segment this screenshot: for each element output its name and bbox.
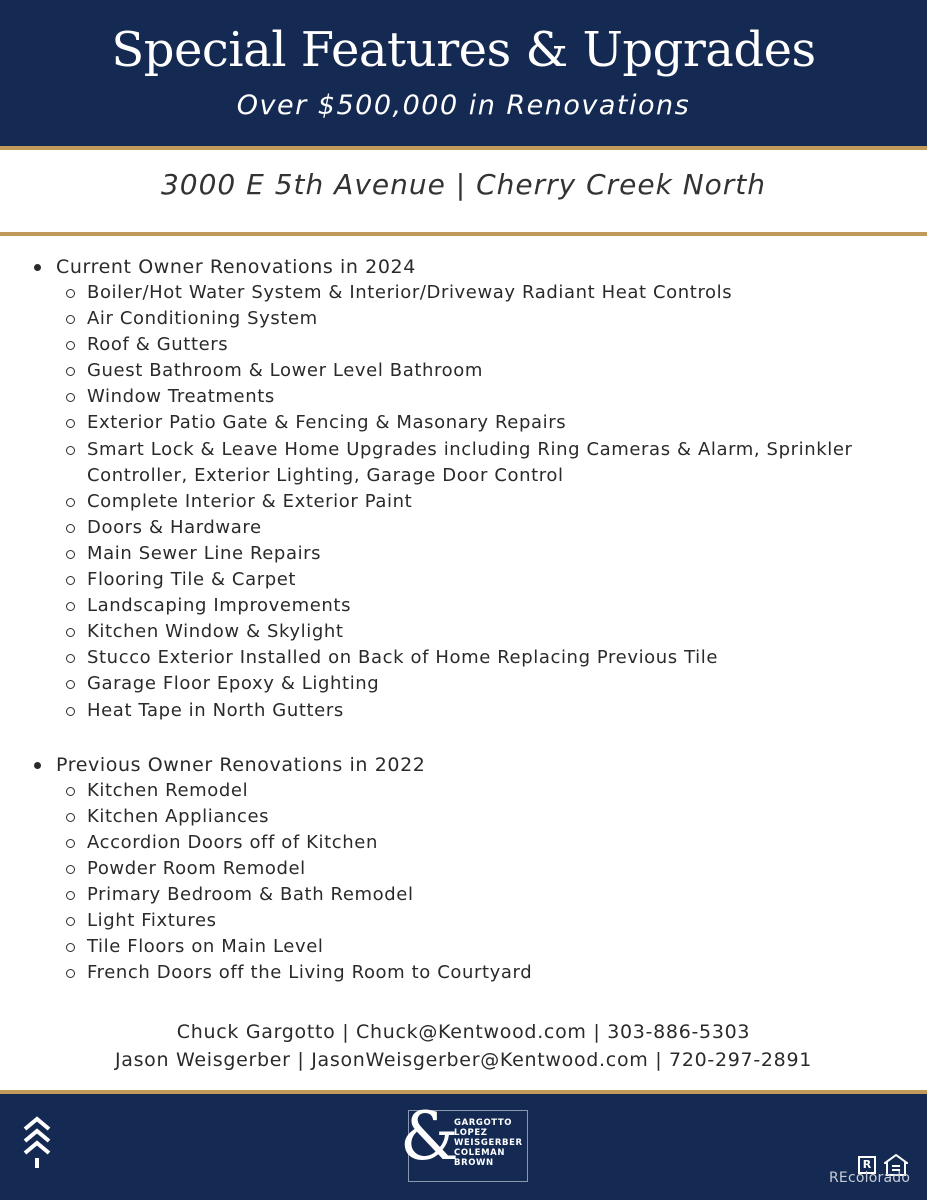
- list-item: Kitchen Remodel: [0, 778, 927, 804]
- circle-bullet-icon: [66, 839, 75, 848]
- circle-bullet-icon: [66, 576, 75, 585]
- firm-name: GARGOTTO LOPEZ WEISGERBER COLEMAN BROWN: [454, 1118, 523, 1168]
- list-item: Light Fixtures: [0, 908, 927, 934]
- circle-bullet-icon: [66, 680, 75, 689]
- section-heading: Previous Owner Renovations in 2022: [0, 752, 927, 778]
- list-item: Kitchen Appliances: [0, 804, 927, 830]
- contact-line: Jason Weisgerber | JasonWeisgerber@Kentwood.com | 720-297-2891: [114, 1049, 813, 1071]
- bullet-icon: [34, 762, 41, 769]
- divider-top: [0, 146, 927, 150]
- list-item: French Doors off the Living Room to Courtyard: [0, 960, 927, 986]
- agent-contacts: [0, 1018, 927, 1074]
- list-item: Boiler/Hot Water System & Interior/Driveway Radiant Heat Controls: [0, 280, 927, 306]
- page-subtitle: Over $500,000 in Renovations: [236, 90, 691, 121]
- circle-bullet-icon: [66, 341, 75, 350]
- list-item: Doors & Hardware: [0, 515, 927, 541]
- circle-bullet-icon: [66, 602, 75, 611]
- list-item: Window Treatments: [0, 384, 927, 410]
- circle-bullet-icon: [66, 550, 75, 559]
- list-item: Tile Floors on Main Level: [0, 934, 927, 960]
- circle-bullet-icon: [66, 393, 75, 402]
- section-heading: Current Owner Renovations in 2024: [0, 254, 927, 280]
- circle-bullet-icon: [66, 917, 75, 926]
- list-item: Complete Interior & Exterior Paint: [0, 489, 927, 515]
- circle-bullet-icon: [66, 419, 75, 428]
- list-item: Flooring Tile & Carpet: [0, 567, 927, 593]
- list-item: Heat Tape in North Gutters: [0, 698, 927, 724]
- circle-bullet-icon: [66, 813, 75, 822]
- list-item: Primary Bedroom & Bath Remodel: [0, 882, 927, 908]
- realtor-icon: R: [858, 1156, 876, 1174]
- list-item: Air Conditioning System: [0, 306, 927, 332]
- item-list: [0, 778, 927, 987]
- list-item: Smart Lock & Leave Home Upgrades including Ring Cameras & Alarm, Sprinkler Controller, Exterior Lighting, Garage Door Control: [0, 437, 927, 489]
- circle-bullet-icon: [66, 943, 75, 952]
- contact-line: Chuck Gargotto | Chuck@Kentwood.com | 303-886-5303: [176, 1021, 751, 1043]
- circle-bullet-icon: [66, 787, 75, 796]
- section-previous-owner: [0, 752, 927, 987]
- list-item: Kitchen Window & Skylight: [0, 619, 927, 645]
- circle-bullet-icon: [66, 524, 75, 533]
- circle-bullet-icon: [66, 969, 75, 978]
- section-current-owner: [0, 254, 927, 724]
- circle-bullet-icon: [66, 865, 75, 874]
- list-item: Guest Bathroom & Lower Level Bathroom: [0, 358, 927, 384]
- chevron-up-icon: [22, 1114, 52, 1170]
- footer-banner: [0, 1094, 927, 1200]
- circle-bullet-icon: [66, 891, 75, 900]
- property-address: 3000 E 5th Avenue | Cherry Creek North: [160, 168, 767, 201]
- header-banner: [0, 0, 927, 146]
- list-item: Stucco Exterior Installed on Back of Home Replacing Previous Tile: [0, 645, 927, 671]
- circle-bullet-icon: [66, 628, 75, 637]
- list-item: Garage Floor Epoxy & Lighting: [0, 671, 927, 697]
- renovation-list: [0, 254, 927, 986]
- circle-bullet-icon: [66, 446, 75, 455]
- list-item: Accordion Doors off of Kitchen: [0, 830, 927, 856]
- list-item: Main Sewer Line Repairs: [0, 541, 927, 567]
- watermark: REcolorado: [829, 1170, 911, 1186]
- divider-address: [0, 232, 927, 236]
- list-item: Roof & Gutters: [0, 332, 927, 358]
- circle-bullet-icon: [66, 707, 75, 716]
- bullet-icon: [34, 264, 41, 271]
- ampersand-logo-icon: &: [400, 1098, 459, 1175]
- circle-bullet-icon: [66, 367, 75, 376]
- list-item: Powder Room Remodel: [0, 856, 927, 882]
- list-item: Landscaping Improvements: [0, 593, 927, 619]
- page-title: Special Features & Upgrades: [111, 22, 816, 78]
- circle-bullet-icon: [66, 498, 75, 507]
- list-item: Exterior Patio Gate & Fencing & Masonary Repairs: [0, 410, 927, 436]
- item-list: [0, 280, 927, 724]
- circle-bullet-icon: [66, 315, 75, 324]
- circle-bullet-icon: [66, 289, 75, 298]
- circle-bullet-icon: [66, 654, 75, 663]
